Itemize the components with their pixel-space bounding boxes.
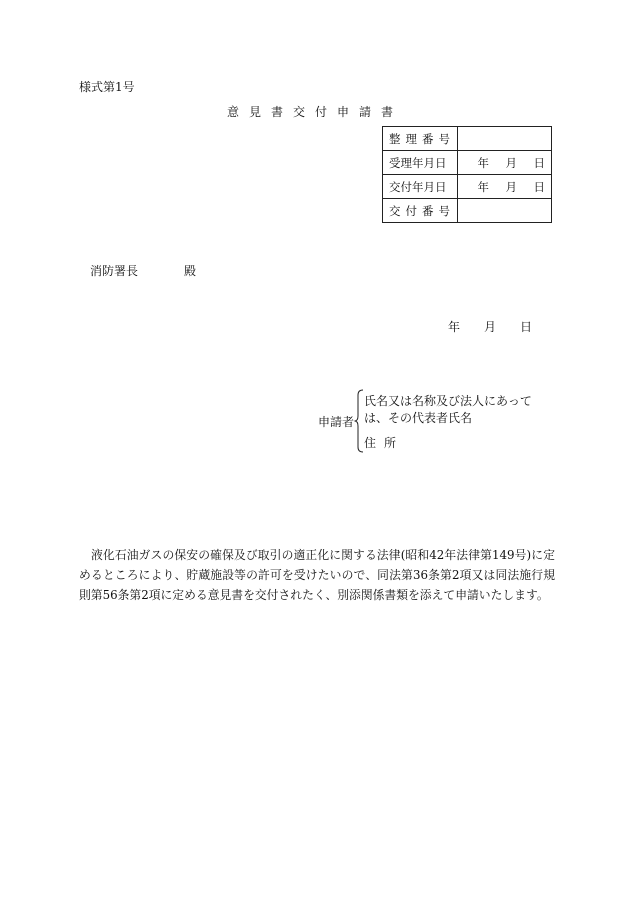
table-row <box>383 175 552 199</box>
table-label-cell <box>383 175 458 199</box>
table-label-cell <box>383 199 458 223</box>
table-row <box>383 151 552 175</box>
table-value-cell <box>458 151 552 175</box>
table-value-cell <box>458 175 552 199</box>
applicant-label: 申請者 <box>318 415 355 429</box>
table-label-cell <box>383 151 458 175</box>
curly-brace-icon <box>354 389 364 453</box>
table-value-cell <box>458 127 552 151</box>
table-row <box>383 199 552 223</box>
date-year-unit: 年 <box>448 320 461 334</box>
form-number: 様式第1号 <box>79 80 135 94</box>
document-title: 意見書交付申請書 <box>227 105 404 119</box>
issue-year-unit: 年 <box>477 179 489 194</box>
table-row <box>383 127 552 151</box>
table-label-cell <box>383 127 458 151</box>
row-label-issue-number: 交付番号 <box>389 203 455 218</box>
application-body-text: 液化石油ガスの保安の確保及び取引の適正化に関する法律(昭和42年法律第149号)に定めるところにより、貯蔵施設等の許可を受けたいので、同法第36条第2項又は同法施行規則第56条第2項に定める意見書を交付されたく、別添関係書類を添えて申請いたします。 <box>79 548 555 602</box>
receipt-day-unit: 日 <box>533 155 545 170</box>
row-label-issue-date: 交付年月日 <box>389 179 447 194</box>
issue-day-unit: 日 <box>533 179 545 194</box>
date-day-unit: 日 <box>520 320 533 334</box>
receipt-month-unit: 月 <box>505 155 517 170</box>
row-label-receipt-date: 受理年月日 <box>389 155 447 170</box>
issue-month-unit: 月 <box>505 179 517 194</box>
applicant-address-field: 住所 <box>364 436 405 450</box>
addressee-name: 消防署長 <box>90 264 139 278</box>
office-use-table <box>382 126 552 223</box>
row-label-reference-number: 整理番号 <box>389 131 455 146</box>
applicant-name-field: 氏名又は名称及び法人にあっては、その代表者氏名 <box>364 394 532 425</box>
table-value-cell <box>458 199 552 223</box>
date-month-unit: 月 <box>484 320 497 334</box>
application-date-line <box>448 321 532 333</box>
addressee-honorific: 殿 <box>184 264 197 278</box>
receipt-year-unit: 年 <box>477 155 489 170</box>
